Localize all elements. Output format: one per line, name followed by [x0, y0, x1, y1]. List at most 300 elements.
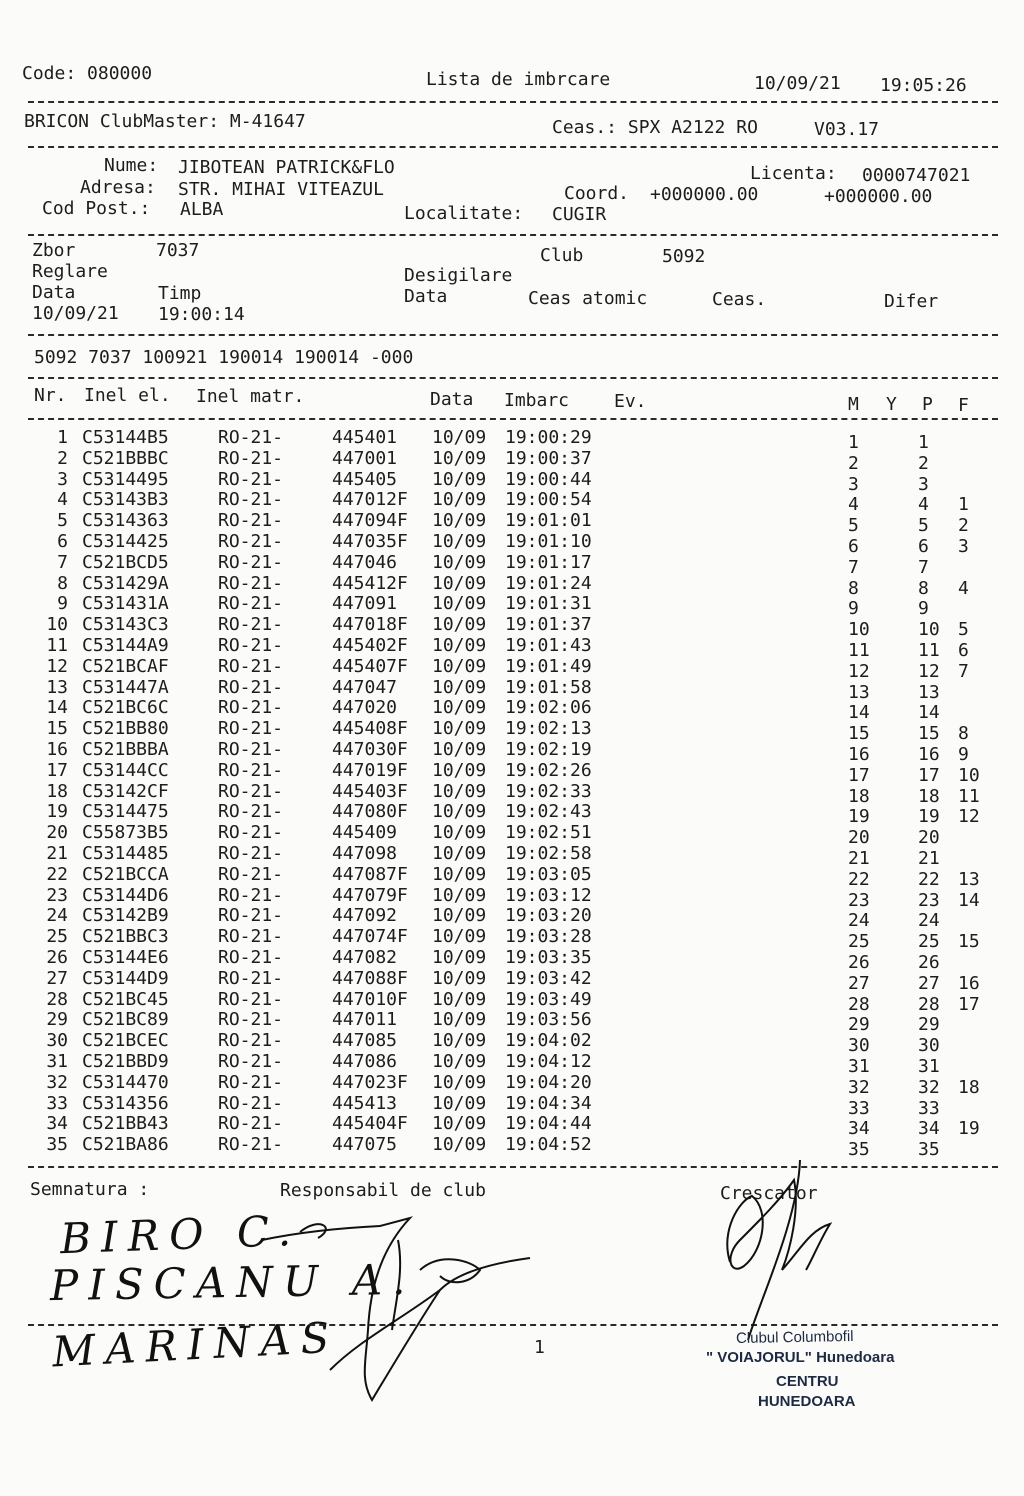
row-inel-el: C521BA86: [82, 1134, 169, 1156]
row-time: 19:01:24: [505, 572, 592, 594]
row-inel-matr: 447030F: [332, 739, 408, 760]
row-f: 16: [958, 972, 980, 994]
row-inel-matr: 447010F: [332, 988, 408, 1010]
row-m: 28: [848, 993, 870, 1015]
row-time: 19:00:44: [505, 468, 592, 490]
ceas-atomic-label: Ceas atomic: [528, 288, 648, 309]
row-prefix: RO-21-: [218, 884, 284, 906]
row-prefix: RO-21-: [218, 801, 284, 823]
row-time: 19:03:35: [505, 947, 592, 968]
col-inel-matr: Inel matr.: [196, 386, 305, 407]
row-time: 19:02:19: [505, 739, 592, 760]
row-p: 6: [918, 536, 929, 557]
row-p: 20: [918, 827, 940, 849]
row-nr: 27: [46, 967, 68, 989]
row-inel-el: C5314485: [82, 843, 169, 864]
row-nr: 30: [46, 1030, 68, 1052]
row-p: 23: [918, 889, 940, 911]
header-date: 10/09/21: [754, 73, 841, 94]
row-p: 33: [918, 1097, 940, 1119]
desigilare-label: Desigilare: [404, 265, 513, 286]
page-number: 1: [534, 1337, 545, 1358]
row-nr: 17: [46, 759, 68, 781]
flight-date: 10/09/21: [32, 303, 119, 324]
row-date: 10/09: [432, 427, 487, 448]
row-p: 18: [918, 785, 940, 807]
difer-label: Difer: [884, 291, 939, 312]
row-inel-matr: 447075: [332, 1134, 398, 1156]
row-inel-el: C531431A: [82, 593, 169, 615]
row-f: 18: [958, 1076, 980, 1098]
handwritten-name-3: MARINAS: [50, 1312, 341, 1377]
row-prefix: RO-21-: [218, 926, 284, 948]
row-nr: 18: [46, 780, 68, 802]
row-inel-el: C55873B5: [82, 822, 169, 844]
row-inel-matr: 447091: [332, 593, 398, 615]
row-p: 4: [918, 494, 929, 516]
row-inel-matr: 447074F: [332, 926, 408, 948]
row-prefix: RO-21-: [218, 468, 284, 490]
row-inel-matr: 445405: [332, 468, 398, 490]
row-inel-matr: 447088F: [332, 967, 408, 989]
row-inel-el: C5314356: [82, 1092, 169, 1114]
row-inel-matr: 445401: [332, 427, 398, 448]
row-nr: 11: [46, 635, 68, 656]
row-m: 13: [848, 681, 870, 703]
col-ev: Ev.: [614, 391, 647, 412]
row-nr: 26: [46, 947, 68, 968]
row-m: 27: [848, 972, 870, 994]
row-f: 2: [958, 515, 969, 537]
row-date: 10/09: [432, 905, 487, 927]
row-prefix: RO-21-: [218, 1092, 284, 1114]
row-m: 8: [848, 577, 859, 599]
row-m: 1: [848, 432, 859, 453]
row-prefix: RO-21-: [218, 676, 284, 698]
row-nr: 12: [46, 655, 68, 677]
row-inel-matr: 447094F: [332, 510, 408, 532]
row-m: 26: [848, 952, 870, 973]
row-m: 20: [848, 827, 870, 849]
row-p: 14: [918, 702, 940, 724]
row-inel-matr: 447020: [332, 697, 398, 719]
row-p: 1: [918, 432, 929, 453]
row-date: 10/09: [432, 988, 487, 1010]
row-p: 19: [918, 806, 940, 828]
col-data: Data: [430, 389, 474, 410]
row-time: 19:01:17: [505, 551, 592, 573]
row-time: 19:04:12: [505, 1051, 592, 1072]
handwritten-name-1: BIRO C.: [59, 1205, 302, 1264]
row-time: 19:01:37: [505, 614, 592, 636]
locality-value: CUGIR: [552, 204, 607, 225]
row-prefix: RO-21-: [218, 572, 284, 594]
row-nr: 19: [46, 801, 68, 823]
row-nr: 13: [46, 676, 68, 698]
signature-label: Semnatura :: [30, 1179, 150, 1200]
row-f: 12: [958, 806, 980, 828]
flight-code-line: 5092 7037 100921 190014 190014 -000: [34, 347, 414, 368]
row-date: 10/09: [432, 759, 487, 781]
row-time: 19:02:33: [505, 780, 592, 802]
row-date: 10/09: [432, 1030, 487, 1052]
row-p: 22: [918, 868, 940, 890]
row-nr: 23: [46, 884, 68, 906]
col-nr: Nr.: [34, 385, 67, 406]
club-stamp-line-3: CENTRU: [776, 1373, 839, 1390]
row-prefix: RO-21-: [218, 447, 284, 469]
row-time: 19:01:49: [505, 655, 592, 677]
club-value: 5092: [662, 246, 706, 267]
row-p: 27: [918, 972, 940, 994]
col-p: P: [922, 394, 933, 415]
row-prefix: RO-21-: [218, 739, 284, 760]
row-inel-matr: 447012F: [332, 489, 408, 511]
row-nr: 24: [46, 905, 68, 927]
row-time: 19:04:02: [505, 1030, 592, 1052]
row-m: 9: [848, 598, 859, 620]
row-nr: 29: [46, 1009, 68, 1031]
row-m: 25: [848, 931, 870, 953]
clock-label: Ceas.: SPX A2122 RO: [552, 117, 758, 138]
row-inel-matr: 445413: [332, 1092, 398, 1114]
document-title: Lista de imbrcare: [426, 69, 611, 90]
row-f: 15: [958, 931, 980, 953]
row-inel-el: C521BC89: [82, 1009, 169, 1031]
row-time: 19:03:20: [505, 905, 592, 927]
row-nr: 21: [46, 843, 68, 864]
row-f: 7: [958, 660, 969, 682]
row-nr: 14: [46, 697, 68, 719]
row-m: 24: [848, 910, 870, 932]
row-m: 22: [848, 868, 870, 890]
row-p: 35: [918, 1139, 940, 1161]
row-inel-matr: 445402F: [332, 635, 408, 656]
data2-label: Data: [404, 286, 448, 307]
owner-name: JIBOTEAN PATRICK&FLO: [178, 157, 395, 178]
row-time: 19:04:20: [505, 1071, 592, 1093]
row-p: 26: [918, 952, 940, 973]
row-time: 19:01:43: [505, 635, 592, 656]
row-m: 23: [848, 889, 870, 911]
row-time: 19:03:49: [505, 988, 592, 1010]
row-prefix: RO-21-: [218, 718, 284, 740]
row-inel-el: C521BCAF: [82, 655, 169, 677]
row-inel-matr: 447023F: [332, 1071, 408, 1093]
row-time: 19:03:12: [505, 884, 592, 906]
row-p: 24: [918, 910, 940, 932]
row-p: 17: [918, 764, 940, 786]
row-inel-el: C5314425: [82, 531, 169, 552]
row-date: 10/09: [432, 801, 487, 823]
row-f: 14: [958, 889, 980, 911]
row-date: 10/09: [432, 468, 487, 490]
club-stamp-line-4: HUNEDOARA: [758, 1393, 856, 1410]
row-f: 3: [958, 536, 969, 557]
row-f: 9: [958, 744, 969, 765]
row-m: 16: [848, 744, 870, 765]
row-nr: 10: [46, 614, 68, 636]
row-m: 31: [848, 1056, 870, 1077]
licence-label: Licenta:: [750, 163, 837, 184]
address-label: Adresa:: [80, 177, 156, 198]
row-nr: 15: [46, 718, 68, 740]
row-date: 10/09: [432, 489, 487, 511]
coord-y: +000000.00: [824, 186, 933, 207]
row-m: 29: [848, 1014, 870, 1036]
row-nr: 22: [46, 863, 68, 885]
row-prefix: RO-21-: [218, 1009, 284, 1031]
system-label: BRICON ClubMaster: M-41647: [24, 111, 306, 132]
row-time: 19:03:56: [505, 1009, 592, 1031]
licence-value: 0000747021: [862, 165, 971, 186]
club-label: Club: [540, 245, 584, 266]
row-time: 19:03:28: [505, 926, 592, 948]
row-m: 10: [848, 619, 870, 641]
row-p: 11: [918, 640, 940, 661]
row-p: 29: [918, 1014, 940, 1036]
code-label: Code: 080000: [22, 63, 153, 84]
row-prefix: RO-21-: [218, 697, 284, 719]
row-m: 35: [848, 1139, 870, 1161]
row-inel-matr: 445407F: [332, 655, 408, 677]
row-prefix: RO-21-: [218, 614, 284, 636]
col-y: Y: [886, 394, 897, 415]
row-p: 5: [918, 515, 929, 537]
row-f: 5: [958, 619, 969, 641]
row-nr: 1: [57, 427, 68, 448]
row-p: 32: [918, 1076, 940, 1098]
row-inel-el: C53144E6: [82, 947, 169, 968]
row-nr: 3: [57, 468, 68, 490]
row-p: 16: [918, 744, 940, 765]
row-inel-el: C53142CF: [82, 780, 169, 802]
row-inel-el: C5314363: [82, 510, 169, 532]
row-p: 13: [918, 681, 940, 703]
row-date: 10/09: [432, 1071, 487, 1093]
row-p: 31: [918, 1056, 940, 1077]
row-date: 10/09: [432, 447, 487, 469]
row-inel-matr: 445409: [332, 822, 398, 844]
row-date: 10/09: [432, 926, 487, 948]
row-f: 19: [958, 1118, 980, 1140]
row-time: 19:04:44: [505, 1113, 592, 1135]
row-date: 10/09: [432, 739, 487, 760]
row-inel-matr: 447082: [332, 947, 398, 968]
row-date: 10/09: [432, 884, 487, 906]
row-time: 19:02:26: [505, 759, 592, 781]
col-imbarc: Imbarc: [504, 390, 570, 411]
row-nr: 28: [46, 988, 68, 1010]
row-date: 10/09: [432, 1092, 487, 1114]
club-stamp-line-1: Clubul Columbofil: [735, 1327, 854, 1348]
row-f: 1: [958, 494, 969, 516]
row-m: 15: [848, 723, 870, 745]
row-time: 19:01:31: [505, 593, 592, 615]
row-time: 19:04:34: [505, 1092, 592, 1114]
row-f: 10: [958, 764, 980, 786]
row-p: 21: [918, 848, 940, 869]
breeder-label: Crescator: [720, 1183, 818, 1204]
row-date: 10/09: [432, 780, 487, 802]
row-p: 7: [918, 556, 929, 578]
row-nr: 20: [46, 822, 68, 844]
row-inel-matr: 447085: [332, 1030, 398, 1052]
col-m: M: [848, 394, 859, 415]
row-inel-matr: 447086: [332, 1051, 398, 1072]
row-inel-el: C53143C3: [82, 614, 169, 636]
row-date: 10/09: [432, 718, 487, 740]
row-prefix: RO-21-: [218, 905, 284, 927]
row-nr: 6: [57, 531, 68, 552]
row-date: 10/09: [432, 614, 487, 636]
row-f: 6: [958, 640, 969, 661]
timp-label: Timp: [158, 283, 202, 304]
row-m: 3: [848, 473, 859, 495]
row-prefix: RO-21-: [218, 988, 284, 1010]
row-p: 8: [918, 577, 929, 599]
row-inel-el: C53144CC: [82, 759, 169, 781]
row-inel-el: C53144D6: [82, 884, 169, 906]
row-inel-el: C53144D9: [82, 967, 169, 989]
row-inel-matr: 447047: [332, 676, 398, 698]
row-inel-el: C5314495: [82, 468, 169, 490]
row-time: 19:01:01: [505, 510, 592, 532]
row-time: 19:03:42: [505, 967, 592, 989]
row-m: 34: [848, 1118, 870, 1140]
row-date: 10/09: [432, 676, 487, 698]
row-f: 17: [958, 993, 980, 1015]
name-label: Nume:: [104, 155, 159, 176]
row-date: 10/09: [432, 593, 487, 615]
row-prefix: RO-21-: [218, 1134, 284, 1156]
row-prefix: RO-21-: [218, 655, 284, 677]
row-prefix: RO-21-: [218, 863, 284, 885]
row-inel-el: C521BBBA: [82, 739, 169, 760]
owner-address: STR. MIHAI VITEAZUL: [178, 179, 384, 200]
row-f: 8: [958, 723, 969, 745]
data-label: Data: [32, 282, 76, 303]
row-prefix: RO-21-: [218, 822, 284, 844]
row-inel-el: C531429A: [82, 572, 169, 594]
row-nr: 9: [57, 593, 68, 615]
row-m: 33: [848, 1097, 870, 1119]
row-nr: 34: [46, 1113, 68, 1135]
row-nr: 7: [57, 551, 68, 573]
row-inel-matr: 447098: [332, 843, 398, 864]
row-prefix: RO-21-: [218, 759, 284, 781]
row-prefix: RO-21-: [218, 510, 284, 532]
row-nr: 5: [57, 510, 68, 532]
row-m: 2: [848, 452, 859, 474]
row-inel-el: C521BCEC: [82, 1030, 169, 1052]
row-inel-matr: 445412F: [332, 572, 408, 594]
row-f: 13: [958, 868, 980, 890]
row-m: 6: [848, 536, 859, 557]
row-nr: 25: [46, 926, 68, 948]
row-prefix: RO-21-: [218, 1030, 284, 1052]
row-m: 18: [848, 785, 870, 807]
row-prefix: RO-21-: [218, 1051, 284, 1072]
row-date: 10/09: [432, 1009, 487, 1031]
row-nr: 31: [46, 1051, 68, 1072]
zbor-value: 7037: [156, 240, 200, 261]
row-inel-matr: 447018F: [332, 614, 408, 636]
row-time: 19:01:58: [505, 676, 592, 698]
row-date: 10/09: [432, 1113, 487, 1135]
row-inel-el: C521BCD5: [82, 551, 169, 573]
row-inel-matr: 447019F: [332, 759, 408, 781]
postcode-label: Cod Post.:: [42, 198, 151, 219]
row-time: 19:02:06: [505, 697, 592, 719]
row-prefix: RO-21-: [218, 1071, 284, 1093]
handwritten-name-2: PISCANU A.: [49, 1254, 416, 1311]
row-date: 10/09: [432, 635, 487, 656]
row-m: 30: [848, 1035, 870, 1057]
row-prefix: RO-21-: [218, 635, 284, 656]
row-nr: 35: [46, 1134, 68, 1156]
row-m: 12: [848, 660, 870, 682]
row-inel-el: C53144A9: [82, 635, 169, 656]
row-m: 7: [848, 556, 859, 578]
row-time: 19:04:52: [505, 1134, 592, 1156]
row-inel-matr: 447001: [332, 447, 398, 469]
row-p: 28: [918, 993, 940, 1015]
row-time: 19:02:13: [505, 718, 592, 740]
row-m: 5: [848, 515, 859, 537]
club-stamp-line-2: " VOIAJORUL" Hunedoara: [706, 1349, 895, 1366]
row-nr: 32: [46, 1071, 68, 1093]
row-inel-el: C521BC45: [82, 988, 169, 1010]
row-nr: 33: [46, 1092, 68, 1114]
row-inel-el: C521BB43: [82, 1113, 169, 1135]
row-date: 10/09: [432, 1134, 487, 1156]
row-p: 12: [918, 660, 940, 682]
row-date: 10/09: [432, 1051, 487, 1072]
row-inel-el: C521BBC3: [82, 926, 169, 948]
row-date: 10/09: [432, 697, 487, 719]
row-nr: 8: [57, 572, 68, 594]
row-p: 34: [918, 1118, 940, 1140]
row-inel-el: C521BCCA: [82, 863, 169, 885]
row-inel-el: C53142B9: [82, 905, 169, 927]
reglare-label: Reglare: [32, 261, 108, 282]
coord-x: +000000.00: [650, 184, 759, 205]
row-nr: 4: [57, 489, 68, 511]
row-time: 19:02:51: [505, 822, 592, 844]
row-time: 19:02:43: [505, 801, 592, 823]
row-p: 25: [918, 931, 940, 953]
row-date: 10/09: [432, 863, 487, 885]
row-prefix: RO-21-: [218, 843, 284, 864]
row-p: 2: [918, 452, 929, 474]
row-date: 10/09: [432, 551, 487, 573]
row-prefix: RO-21-: [218, 427, 284, 448]
row-m: 32: [848, 1076, 870, 1098]
row-inel-el: C531447A: [82, 676, 169, 698]
responsible-label: Responsabil de club: [280, 1180, 486, 1201]
row-inel-matr: 445403F: [332, 780, 408, 802]
row-prefix: RO-21-: [218, 947, 284, 968]
row-date: 10/09: [432, 510, 487, 532]
header-time: 19:05:26: [880, 75, 967, 96]
row-date: 10/09: [432, 531, 487, 552]
row-prefix: RO-21-: [218, 531, 284, 552]
row-time: 19:02:58: [505, 843, 592, 864]
row-time: 19:00:54: [505, 489, 592, 511]
row-inel-matr: 447087F: [332, 863, 408, 885]
row-inel-matr: 447035F: [332, 531, 408, 552]
